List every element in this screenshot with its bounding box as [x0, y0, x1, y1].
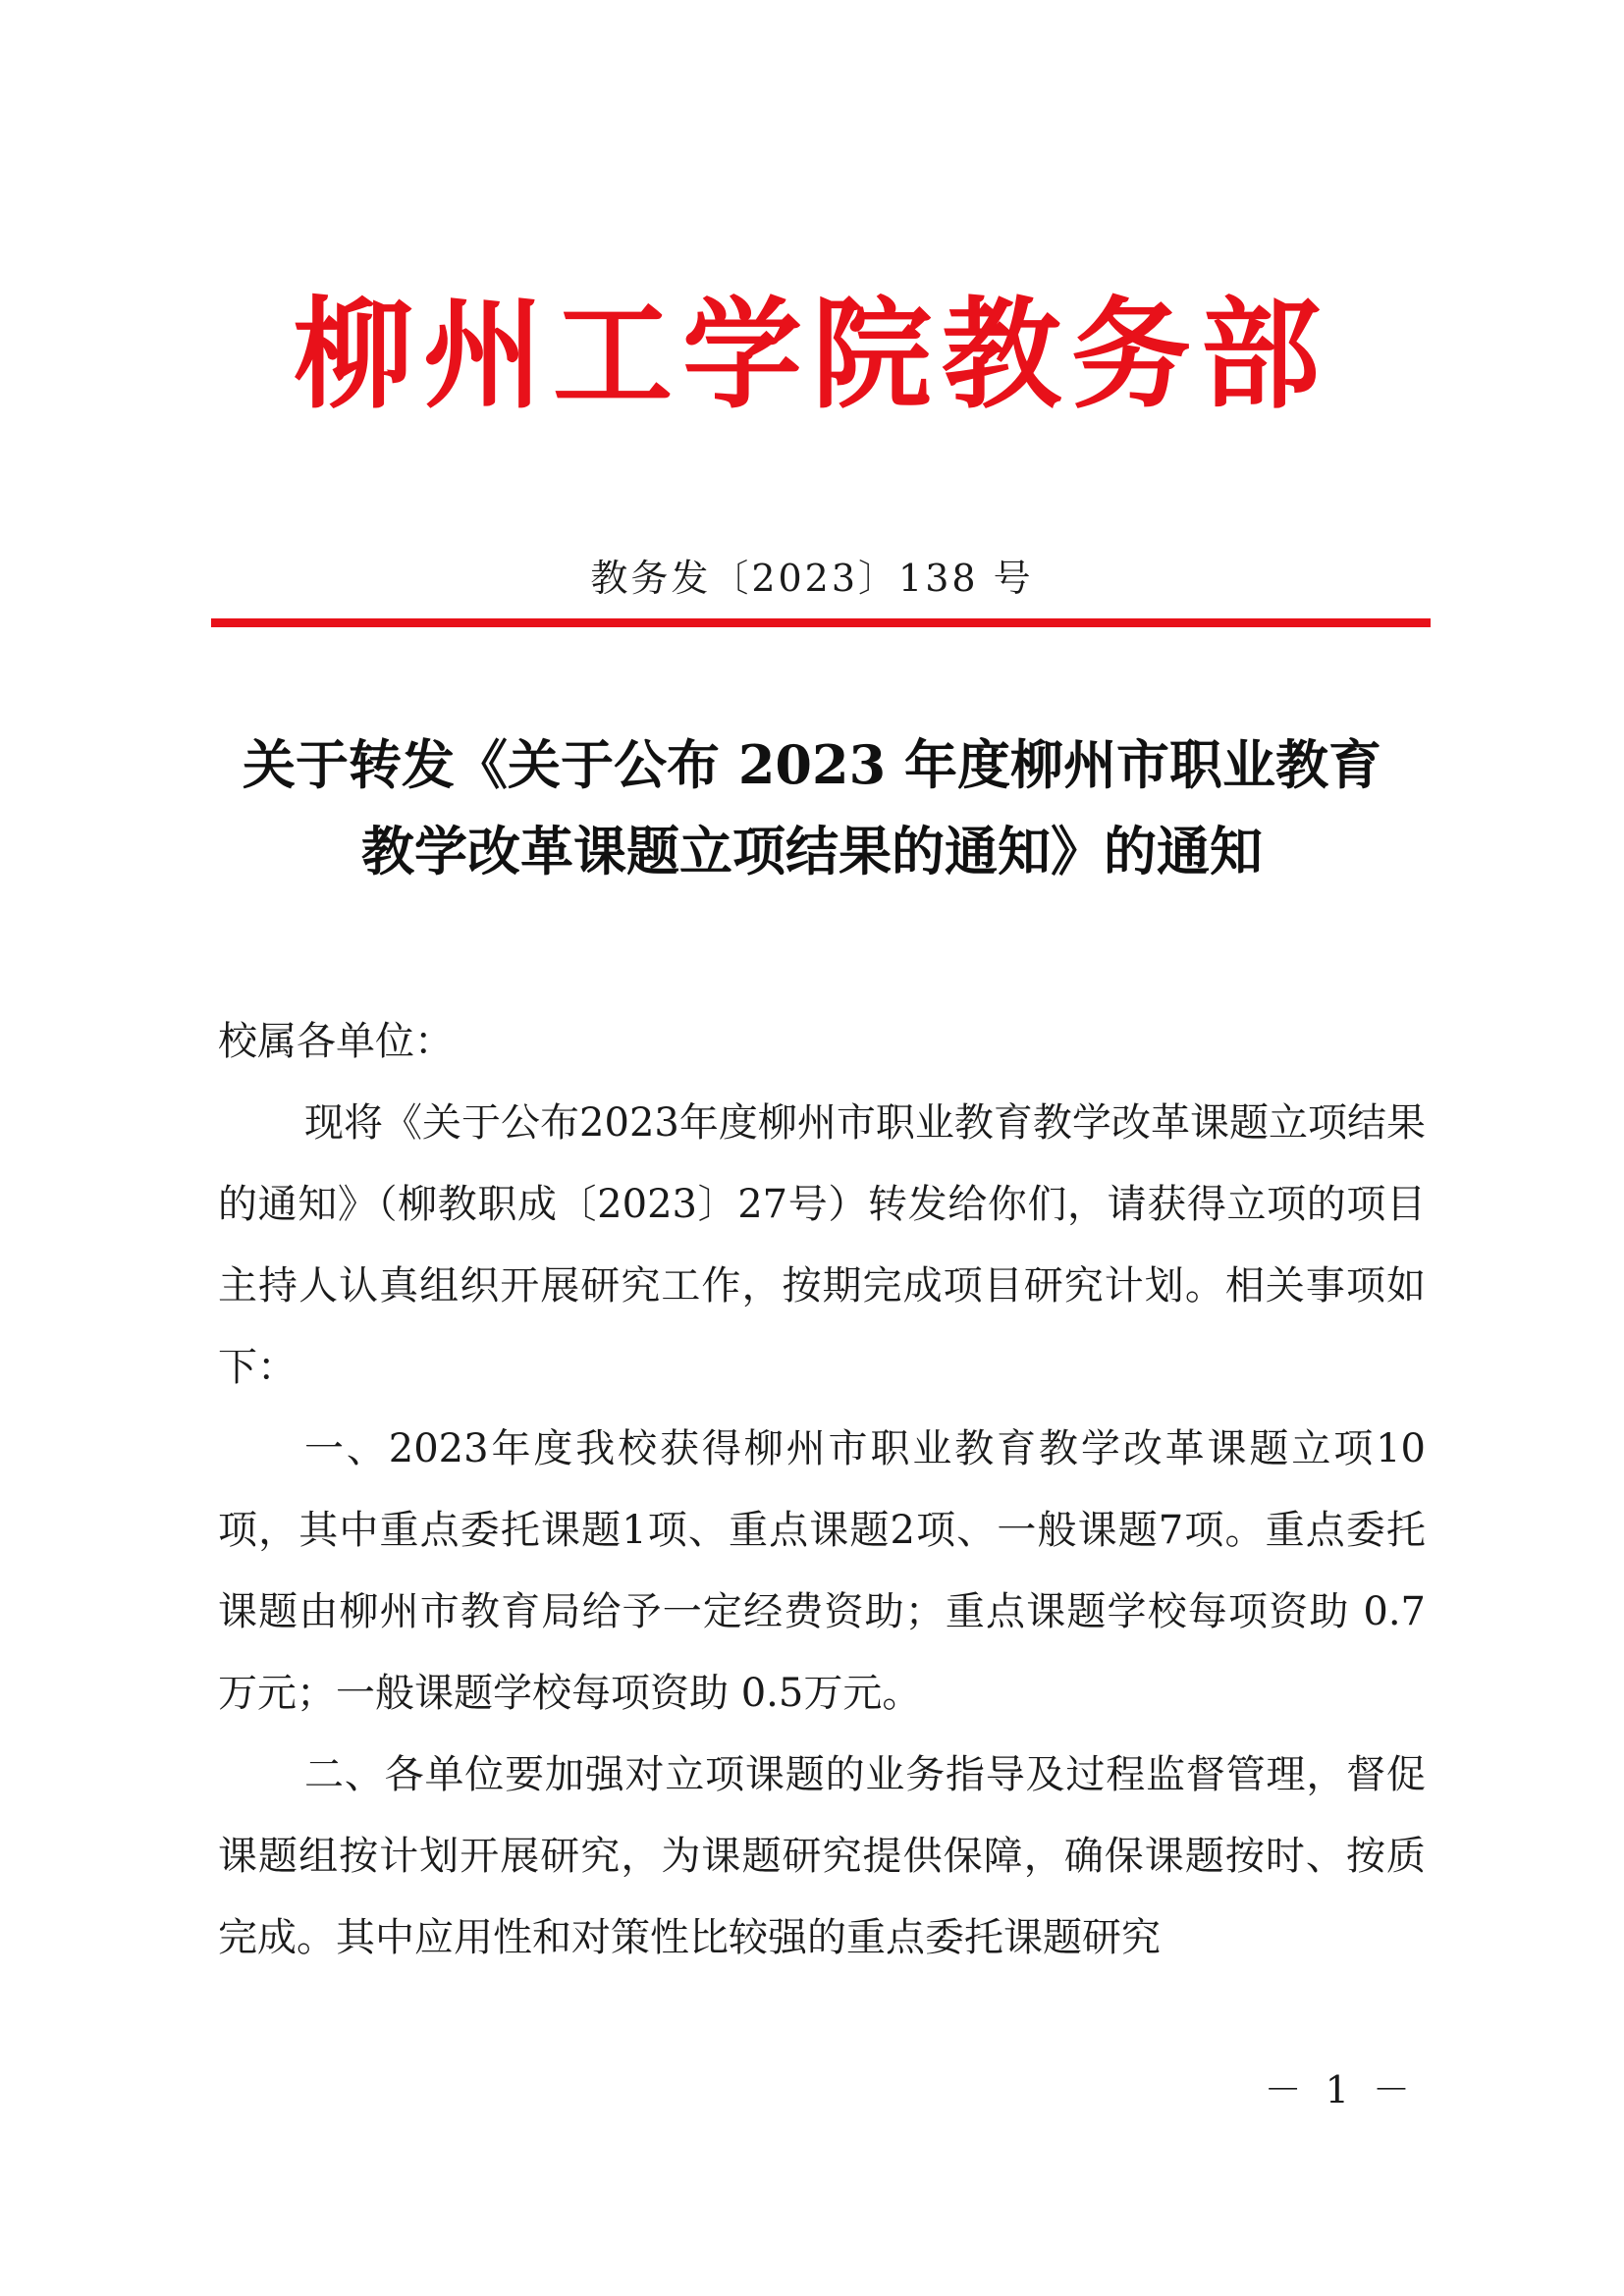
salutation: 校属各单位： — [218, 1019, 454, 1064]
body-paragraph-3: 二、各单位要加强对立项课题的业务指导及过程监督管理，督促课题组按计划开展研究，为课题研究提供保障，确保课题按时、按质完成。其中应用性和对策性比较强的重点委托课题研究 — [218, 1752, 1426, 1960]
document-number: 教务发〔2023〕138 号 — [590, 557, 1034, 600]
document-title-line-2: 教学改革课题立项结果的通知》的通知 — [361, 820, 1263, 882]
document-title — [137, 721, 1487, 894]
red-divider-line — [211, 618, 1431, 627]
body-paragraph-2: 一、2023年度我校获得柳州市职业教育教学改革课题立项10项，其中重点委托课题1项、重点课题2项、一般课题7项。重点委托课题由柳州市教育局给予一定经费资助；重点课题学校每项资助 0.7 万元；一般课题学校每项资助 0.5万元。 — [218, 1426, 1426, 1716]
document-title-line-1: 关于转发《关于公布 2023 年度柳州市职业教育 — [243, 733, 1381, 796]
letterhead-title: 柳州工学院教务部 — [294, 284, 1330, 425]
document-body — [218, 1001, 1426, 1979]
page-number: － 1 － — [1264, 2068, 1416, 2111]
body-paragraph-1: 现将《关于公布2023年度柳州市职业教育教学改革课题立项结果的通知》（柳教职成〔2023〕27号）转发给你们，请获得立项的项目主持人认真组织开展研究工作，按期完成项目研究计划。相关事项如下： — [218, 1100, 1426, 1390]
